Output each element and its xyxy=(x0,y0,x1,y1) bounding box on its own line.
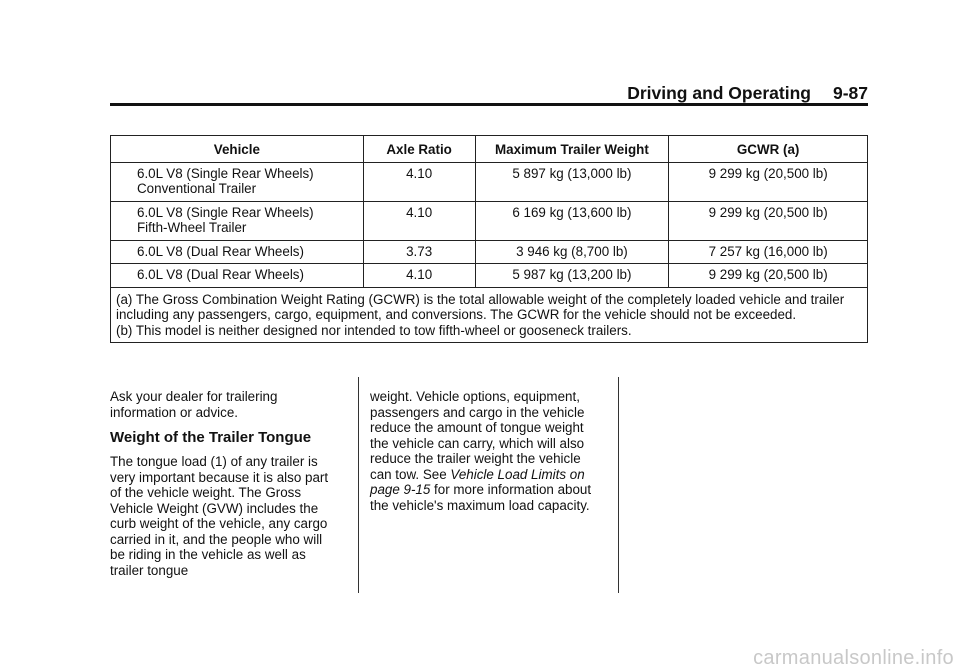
table-notes xyxy=(111,287,868,343)
section-heading: Weight of the Trailer Tongue xyxy=(110,429,312,446)
column-header: Maximum Trailer Weight xyxy=(475,136,669,163)
note-a: (a) The Gross Combination Weight Rating (GCWR) is the total allowable weight of the completely loaded vehicle and trailer including any passengers, cargo, equipment, and conversions. The GCWR for the vehicle should not be exceeded. xyxy=(116,291,845,322)
vehicle-line: 6.0L V8 (Dual Rear Wheels) xyxy=(137,243,304,259)
max-trailer-weight-cell: 3 946 kg (8,700 lb) xyxy=(475,240,669,264)
gcwr-cell: 7 257 kg (16,000 lb) xyxy=(669,240,868,264)
gcwr-cell: 9 299 kg (20,500 lb) xyxy=(669,264,868,288)
gcwr-cell: 9 299 kg (20,500 lb) xyxy=(669,201,868,240)
table-row xyxy=(111,162,868,201)
vehicle-line: Fifth-Wheel Trailer xyxy=(137,220,247,235)
header-rule xyxy=(110,103,868,106)
axle-ratio-cell: 3.73 xyxy=(363,240,475,264)
table-row xyxy=(111,201,868,240)
trailer-weight-table xyxy=(110,135,868,343)
vehicle-cell xyxy=(111,201,364,240)
cross-reference-link[interactable]: Vehicle Load Limits on page 9-15 xyxy=(370,466,585,497)
paragraph-text: weight. Vehicle options, equipment, passengers and cargo in the vehicle reduce the amount of tongue weight the vehicle can carry, which will also reduce the trailer weight the vehicle can tow. See xyxy=(370,389,585,482)
intro-paragraph: Ask your dealer for trailering information or advice. xyxy=(110,389,278,420)
watermark-text: carmanualsonline.info xyxy=(753,647,954,669)
text-column-right xyxy=(370,389,600,513)
vehicle-cell xyxy=(111,264,364,288)
tongue-load-paragraph: The tongue load (1) of any trailer is very important because it is also part of the vehicle weight. The Gross Vehicle Weight (GVW) includes the curb weight of the vehicle, any cargo carried in it, and the people who will be riding in the vehicle as well as trailer tongue xyxy=(110,454,329,578)
paragraph-text: for more information about the vehicle's maximum load capacity. xyxy=(370,482,592,513)
table-notes-row xyxy=(111,287,868,343)
vehicle-line: 6.0L V8 (Single Rear Wheels) xyxy=(137,165,314,181)
gcwr-cell: 9 299 kg (20,500 lb) xyxy=(669,162,868,201)
column-header: Vehicle xyxy=(111,136,364,163)
vehicle-line: 6.0L V8 (Single Rear Wheels) xyxy=(137,204,314,220)
section-title: Driving and Operating xyxy=(627,83,811,103)
tongue-weight-paragraph xyxy=(370,389,600,513)
table-row xyxy=(111,240,868,264)
column-header: GCWR (a) xyxy=(669,136,868,163)
table-row xyxy=(111,264,868,288)
vehicle-line: Conventional Trailer xyxy=(137,181,257,196)
axle-ratio-cell: 4.10 xyxy=(363,201,475,240)
max-trailer-weight-cell: 6 169 kg (13,600 lb) xyxy=(475,201,669,240)
max-trailer-weight-cell: 5 897 kg (13,000 lb) xyxy=(475,162,669,201)
axle-ratio-cell: 4.10 xyxy=(363,264,475,288)
axle-ratio-cell: 4.10 xyxy=(363,162,475,201)
vehicle-cell xyxy=(111,240,364,264)
page-header xyxy=(110,82,868,104)
column-divider xyxy=(618,377,619,593)
text-column-left xyxy=(110,389,340,578)
vehicle-line: 6.0L V8 (Dual Rear Wheels) xyxy=(137,267,304,282)
column-header: Axle Ratio xyxy=(363,136,475,163)
table-header-row xyxy=(111,136,868,163)
vehicle-cell xyxy=(111,162,364,201)
note-b: (b) This model is neither designed nor intended to tow fifth-wheel or gooseneck trailers. xyxy=(116,322,632,338)
max-trailer-weight-cell: 5 987 kg (13,200 lb) xyxy=(475,264,669,288)
page-number: 9-87 xyxy=(832,83,868,103)
column-divider xyxy=(358,377,359,593)
